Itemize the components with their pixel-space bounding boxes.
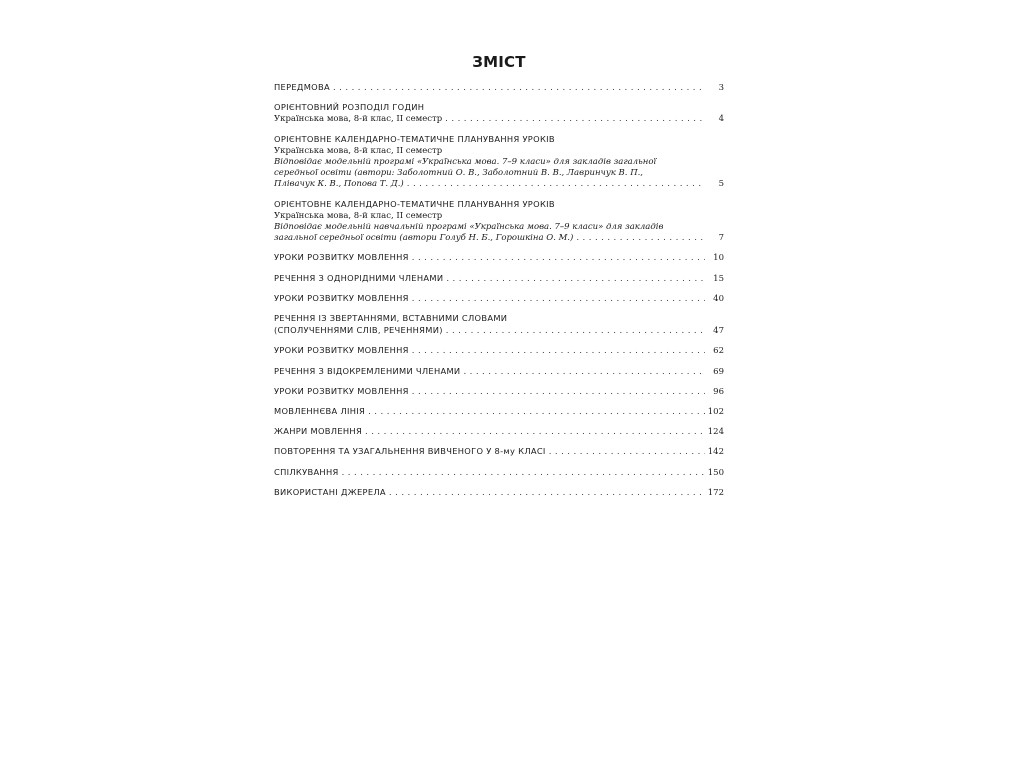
toc-page-number: 47: [713, 326, 724, 337]
toc-entry[interactable]: [274, 467, 724, 479]
dot-leader: [549, 447, 705, 458]
toc-page-number: 142: [707, 447, 724, 458]
dot-leader: [333, 83, 705, 94]
toc-entry-text: Українська мова, 8-й клас, II семестр: [274, 114, 443, 125]
dot-leader: [446, 326, 705, 337]
toc-page-number: 69: [713, 366, 724, 377]
dot-leader: [412, 346, 705, 357]
toc-page-number: 62: [713, 346, 724, 357]
toc-entry[interactable]: [274, 313, 724, 337]
dot-leader: [445, 114, 705, 125]
dot-leader: [342, 468, 705, 479]
toc-page-number: 172: [707, 487, 724, 498]
toc-entry[interactable]: [274, 386, 724, 398]
toc-entry-text: Плівачук К. В., Попова Т. Д.): [274, 179, 404, 190]
toc-entry-text: (СПОЛУЧЕННЯМИ СЛІВ, РЕЧЕННЯМИ): [274, 325, 443, 336]
toc-entry[interactable]: [274, 293, 724, 305]
toc-page-number: 150: [707, 467, 724, 478]
dot-leader: [463, 367, 705, 378]
toc-entry-text: Українська мова, 8-й клас, II семестр: [274, 145, 443, 156]
toc-entry[interactable]: [274, 426, 724, 438]
toc-entry-text: ПЕРЕДМОВА: [274, 82, 330, 92]
toc-page-number: 5: [718, 179, 724, 190]
dot-leader: [389, 488, 705, 499]
toc-entry-text: УРОКИ РОЗВИТКУ МОВЛЕННЯ: [274, 385, 409, 396]
toc-entry-text: загальної середньої освіти (автори Голуб Н. Б., Горошкіна О. М.): [274, 233, 574, 244]
toc-entry-text: Відповідає модельній програмі «Українська мова. 7–9 класи» для закладів загальної: [274, 157, 657, 168]
toc-entry-text: середньої освіти (автори: Заболотний О. В., Заболотний В. В., Лавринчук В. П.,: [274, 168, 644, 179]
dot-leader: [412, 387, 705, 398]
toc-entry-text: ОРІЄНТОВНИЙ РОЗПОДІЛ ГОДИН: [274, 102, 425, 113]
toc-entry-text: ЖАНРИ МОВЛЕННЯ: [274, 426, 363, 437]
toc-entry-text: ОРІЄНТОВНЕ КАЛЕНДАРНО-ТЕМАТИЧНЕ ПЛАНУВАННЯ УРОКІВ: [274, 133, 555, 144]
toc-page-number: 10: [713, 253, 724, 264]
toc-entry[interactable]: [274, 199, 724, 245]
toc-entry-text: УРОКИ РОЗВИТКУ МОВЛЕННЯ: [274, 345, 409, 356]
dot-leader: [407, 179, 705, 190]
toc-page: [274, 52, 724, 507]
toc-title: ЗМІСТ: [472, 53, 526, 71]
toc-page-number: 124: [707, 427, 724, 438]
toc-entry[interactable]: [274, 102, 724, 125]
toc-entry[interactable]: [274, 252, 724, 264]
toc-page-number: 40: [713, 293, 724, 304]
toc-page-number: 4: [718, 114, 724, 125]
toc-page-number: 7: [718, 233, 724, 244]
toc-entry-text: Відповідає модельній навчальній програмі «Українська мова. 7–9 класи» для закладів: [274, 222, 664, 233]
toc-entry-text: МОВЛЕННЄВА ЛІНІЯ: [274, 406, 366, 417]
dot-leader: [576, 233, 705, 244]
toc-page-number: 15: [713, 273, 724, 284]
dot-leader: [412, 253, 705, 264]
toc-entry-text: Українська мова, 8-й клас, II семестр: [274, 210, 443, 221]
toc-entry-text: ПОВТОРЕННЯ ТА УЗАГАЛЬНЕННЯ ВИВЧЕНОГО У 8-му КЛАСІ: [274, 446, 546, 457]
dot-leader: [412, 294, 705, 305]
toc-entry[interactable]: [274, 273, 724, 285]
toc-entry[interactable]: [274, 134, 724, 191]
toc-entry-text: РЕЧЕННЯ З ВІДОКРЕМЛЕНИМИ ЧЛЕНАМИ: [274, 365, 461, 376]
toc-list: [274, 82, 724, 499]
dot-leader: [368, 407, 705, 418]
dot-leader: [365, 427, 705, 438]
toc-entry-text: СПІЛКУВАННЯ: [274, 466, 339, 477]
toc-entry[interactable]: [274, 406, 724, 418]
toc-entry-text: УРОКИ РОЗВИТКУ МОВЛЕННЯ: [274, 292, 409, 303]
toc-entry-text: ВИКОРИСТАНІ ДЖЕРЕЛА: [274, 486, 386, 497]
toc-page-number: 102: [707, 407, 724, 418]
toc-page-number: 96: [713, 386, 724, 397]
toc-page-number: 3: [718, 83, 724, 93]
toc-entry-text: ОРІЄНТОВНЕ КАЛЕНДАРНО-ТЕМАТИЧНЕ ПЛАНУВАННЯ УРОКІВ: [274, 198, 555, 209]
toc-entry[interactable]: [274, 446, 724, 458]
toc-entry[interactable]: [274, 366, 724, 378]
dot-leader: [446, 274, 705, 285]
toc-entry-text: РЕЧЕННЯ З ОДНОРІДНИМИ ЧЛЕНАМИ: [274, 272, 444, 283]
toc-entry-text: РЕЧЕННЯ ІЗ ЗВЕРТАННЯМИ, ВСТАВНИМИ СЛОВАМИ: [274, 313, 508, 324]
toc-entry[interactable]: [274, 82, 724, 94]
toc-entry[interactable]: [274, 345, 724, 357]
toc-entry-text: УРОКИ РОЗВИТКУ МОВЛЕННЯ: [274, 252, 409, 263]
toc-entry[interactable]: [274, 487, 724, 499]
